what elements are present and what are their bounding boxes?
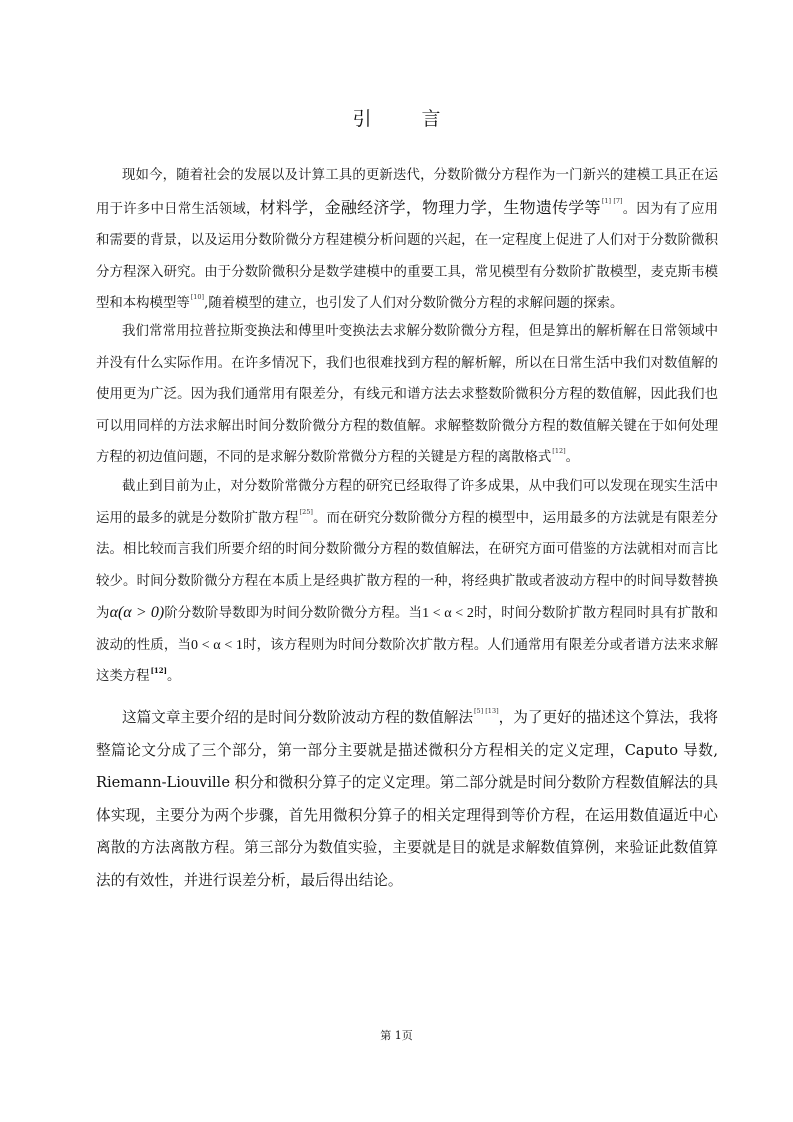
math-alpha-order: α(α > 0) bbox=[109, 604, 165, 621]
p3-text-4: 时，时间分数阶扩散方程同时具有扩散和波动的性质，当 bbox=[96, 606, 719, 653]
p3-text-5: 时，该方程则为时间分数阶次扩散方程。人们通常用有限差分或者谱方法来求解这类方程 bbox=[96, 637, 719, 684]
citation-ref: [10] bbox=[190, 293, 205, 301]
page-title: 引 言 bbox=[352, 108, 463, 130]
p3-text-3: 阶分数阶导数即为时间分数阶微分方程。当 bbox=[164, 606, 423, 621]
page-number: 第 1页 bbox=[380, 1029, 413, 1042]
p3-text-1: 截止到目前为止，对分数阶常微分方程的研究已经取得了许多成果，从中我们可以发现在现实生活中运用的最多的就是分数阶扩散方程 bbox=[96, 479, 718, 526]
citation-ref: [25] bbox=[299, 507, 313, 516]
p2-text-2: 。 bbox=[565, 450, 580, 465]
citation-ref: [1] [7] bbox=[601, 196, 623, 205]
p2-text-1: 我们常常用拉普拉斯变换法和傅里叶变换法去求解分数阶微分方程，但是算出的解析解在日常领域中并没有什么实际作用。在许多情况下，我们也很难找到方程的解析解，所以在日常生活中我们对数值解的使用更为广泛。因为我们通常用有限差分，有线元和谱方法去求整数阶微积分方程的数值解，因此我们也可以用同样的方法求解出时间分数阶微分方程的数值解。求解整数阶微分方程的数值解关键在于如何处理方程的初边值问题，不同的是求解分数阶常微分方程的关键是方程的离散格式 bbox=[96, 324, 718, 465]
p4-text-1: 这篇文章主要介绍的是时间分数阶波动方程的数值解法 bbox=[122, 709, 473, 726]
paragraph-3 bbox=[96, 471, 718, 693]
math-alpha-range-1: 1 < α < 2 bbox=[422, 606, 474, 621]
citation-ref: [12] bbox=[150, 666, 167, 675]
citation-ref: [12] bbox=[552, 447, 566, 455]
paragraph-1 bbox=[96, 160, 718, 320]
p4-text-2: ，为了更好的描述这个算法，我将整篇论文分成了三个部分，第一部分主要就是描述微积分方程相关的定义定理，Caputo 导数, Riemann-Liouville 积分和微积分算子的定义定理。第二部分就是时间分数阶方程数值解法的具体实现，主要分为两个步骤，首先用微积分算子的相关定理得到等价方程，在运用数值逼近中心离散的方法离散方程。第三部分为数值实验，主要就是目的就是求解数值算例，来验证此数值算法的有效性，并进行误差分析，最后得出结论。 bbox=[96, 709, 718, 889]
p3-text-6: 。 bbox=[166, 669, 181, 684]
p1-text-1: 现如今，随着社会的发展以及计算工具的更新迭代，分数阶微分方程作为一门新兴的建模工具正在运用于许多中日常生活领域， bbox=[96, 168, 718, 217]
p1-text-2: 材料学，金融经济学，物理力学，生物遗传学等 bbox=[259, 197, 601, 217]
citation-ref: [5] [13] bbox=[473, 707, 499, 715]
paragraph-4 bbox=[96, 702, 718, 897]
p3-text-2: 。而在研究分数阶微分方程的模型中，运用最多的方法就是有限差分法。相比较而言我们所要介绍的时间分数阶微分方程的数值解法，在研究方面可借鉴的方法就相对而言比较少。时间分数阶微分方程在本质上是经典扩散方程的一种，将经典扩散或者波动方程中的时间导数替换为 bbox=[96, 510, 719, 621]
p1-text-3: 。因为有了应用和需要的背景，以及运用分数阶微分方程建模分析问题的兴起，在一定程度上促进了人们对于分数阶微积分方程深入研究。由于分数阶微积分是数学建模中的重要工具，常见模型有分数阶扩散模型，麦克斯韦模型和本构模型等 bbox=[96, 201, 719, 311]
p1-text-4: ,随着模型的建立，也引发了人们对分数阶微分方程的求解问题的探索。 bbox=[204, 296, 624, 311]
math-alpha-range-2: 0 < α < 1 bbox=[191, 637, 243, 653]
paragraph-2 bbox=[96, 316, 718, 474]
